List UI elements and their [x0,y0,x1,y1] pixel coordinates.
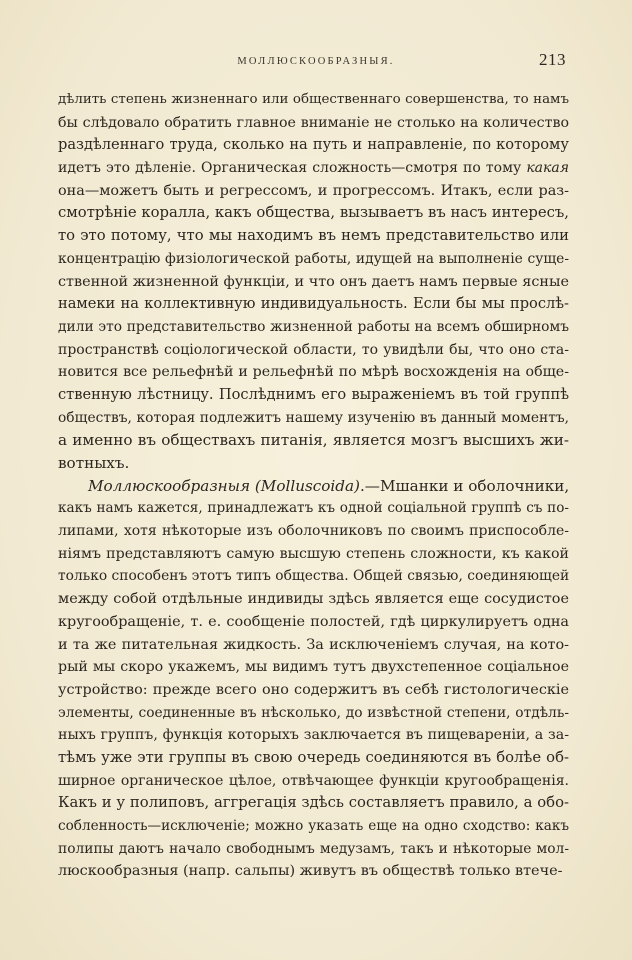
text-line: идетъ это дѣленіе. Органическая сложность—смотря по тому какая [58,160,569,177]
text-line: вотныхъ. [58,454,130,472]
text-line: ніямъ представляютъ самую высшую степень сложности, къ какой [58,545,569,562]
text-line: рый мы скоро укажемъ, мы видимъ тутъ двухстепенное соціальное [58,659,569,676]
text-line: элементы, соединенные въ нѣсколько, до извѣстной степени, отдѣль- [58,704,569,721]
text-line: ственной жизненной функціи, и что онъ даетъ намъ первые ясные [58,273,569,290]
text-line: то это потому, что мы находимъ въ немъ представительство или [58,227,569,245]
text-line: пространствѣ соціологической области, то увидѣли бы, что оно ста- [58,341,569,358]
text-line: она—можетъ быть и регрессомъ, и прогрессомъ. Итакъ, если раз- [58,182,569,199]
text-line: концентрацію физіологической работы, идущей на выполненіе суще- [58,250,569,267]
text-line: а именно въ обществахъ питанія, является мозгъ высшихъ жи- [58,431,569,450]
text-line: раздѣленнаго труда, сколько на путь и направленіе, по которому [58,136,569,154]
text-line: устройство: прежде всего оно содержитъ въ себѣ гистологическіе [58,681,569,698]
text-line: смотрѣніе коралла, какъ общества, вызываетъ въ насъ интересъ, [58,204,569,222]
text-line: ширное органическое цѣлое, отвѣчающее функціи кругообращенія. [58,772,569,789]
text-line: между собой отдѣльные индивиды здѣсь является еще сосудистое [58,591,569,608]
text-line: ственную лѣстницу. Послѣднимъ его выраженіемъ въ той группѣ [58,385,569,403]
text-line: тѣмъ уже эти группы въ свою очередь соединяются въ болѣе об- [58,748,569,766]
text-line: Какъ и у полиповъ, аггрегація здѣсь составляетъ правило, а обо- [58,794,569,812]
page-number: 213 [539,50,566,69]
running-head [0,50,632,74]
text-line: какъ намъ кажется, принадлежатъ къ одной соціальной группѣ съ по- [58,500,569,517]
text-line: новится все рельефнѣй и рельефнѣй по мѣрѣ восхожденія на обще- [58,364,569,381]
text-line: полипы даютъ начало свободнымъ медузамъ, такъ и нѣкоторые мол- [58,840,569,857]
text-line: липами, хотя нѣкоторые изъ оболочниковъ по своимъ приспособле- [58,523,569,540]
text-line: только способенъ этотъ типъ общества. Общей связью, соединяющей [58,568,569,585]
running-title: МОЛЛЮСКООБРАЗНЫЯ. [237,56,395,67]
text-line: дили это представительство жизненной работы на всемъ обширномъ [58,318,569,335]
text-line: и та же питательная жидкость. За исключеніемъ случая, на кото- [58,636,569,653]
body-text [58,89,569,883]
text-line: обществъ, которая подлежитъ нашему изученію въ данный моментъ, [58,409,569,426]
text-line: дѣлить степень жизненнаго или общественнаго совершенства, то намъ [58,92,569,107]
text-line: бы слѣдовало обратить главное вниманіе не столько на количество [58,114,569,131]
text-line: люскообразныя (напр. сальпы) живутъ въ обществѣ только втече- [58,863,563,880]
text-line: ныхъ группъ, функція которыхъ заключается въ пищевареніи, а за- [58,727,569,744]
text-line: намеки на коллективную индивидуальность. Если бы мы прослѣ- [58,295,569,313]
text-line: кругообращеніе, т. е. сообщеніе полостей, гдѣ циркулируетъ одна [58,613,569,630]
section-heading-line: Моллюскообразныя (Molluscoida).—Мшанки и оболочники, [88,476,569,495]
text-line: собленность—исключеніе; можно указать еще на одно сходство: какъ [58,818,569,834]
